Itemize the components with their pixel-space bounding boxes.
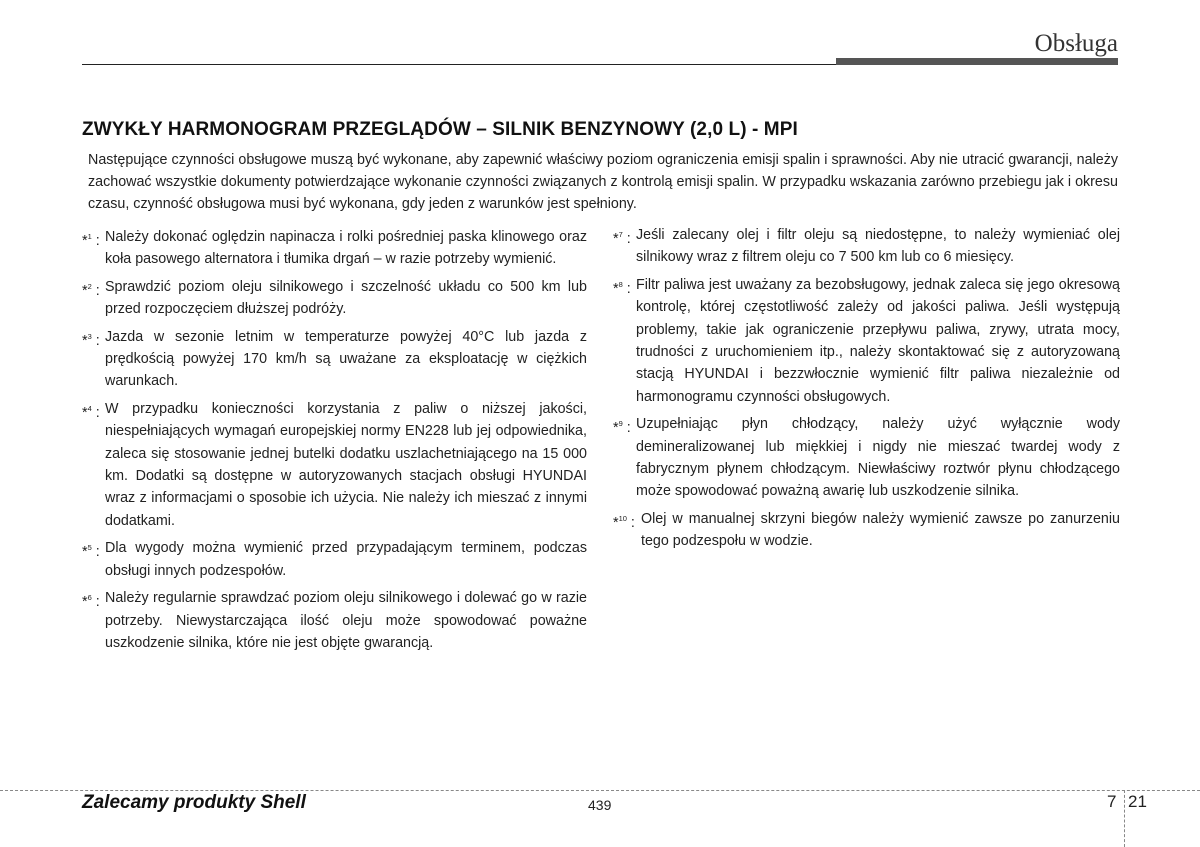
footnote-marker: *$^{10}$ : xyxy=(613,513,635,531)
footnote-text: Dla wygody można wymienić przed przypadającym terminem, podczas obsługi innych podzespołów. xyxy=(105,540,587,579)
footnote-marker: *$^6$ : xyxy=(82,593,100,611)
footnote xyxy=(82,398,587,532)
footer-separator xyxy=(1124,790,1125,847)
footer-chapter: 7 xyxy=(1107,792,1117,811)
footnote xyxy=(613,413,1120,503)
page-title: ZWYKŁY HARMONOGRAM PRZEGLĄDÓW – SILNIK BENZYNOWY (2,0 L) - MPI xyxy=(82,119,798,140)
footnote-marker: *$^5$ : xyxy=(82,543,100,561)
footnote xyxy=(82,326,587,393)
header-accent-bar xyxy=(836,58,1118,65)
footnote-text: W przypadku konieczności korzystania z paliw o niższej jakości, niespełniających wymagań europejskiej normy EN228 lub jej odpowiednika, zaleca się stosowanie jednej butelki dodatku uszlachetniającego na 15 000 km. Dodatki są dostępne w autoryzowanych stacjach obsługi HYUNDAI wraz z informacjami o sposobie ich użycia. Nie należy ich mieszać z innymi dodatkami. xyxy=(105,400,587,529)
footer-brand: Zalecamy produkty Shell xyxy=(82,792,306,813)
footnote-marker: *$^4$ : xyxy=(82,403,100,421)
footnote-marker: *$^7$ : xyxy=(613,230,631,247)
footnote-marker: *$^8$ : xyxy=(613,279,631,297)
footnote-text: Jeśli zalecany olej i filtr oleju są niedostępne, to należy wymieniać olej silnikowy wraz z filtrem oleju co 7 500 km lub co 6 miesięcy. xyxy=(636,227,1120,266)
footnote-marker: *$^1$ : xyxy=(82,232,100,249)
footnote-text: Olej w manualnej skrzyni biegów należy wymienić zawsze po zanurzeniu tego podzespołu w wodzie. xyxy=(641,510,1120,550)
footnote-text: Filtr paliwa jest uważany za bezobsługowy, jednak zaleca się jego okresową kontrolę, której częstotliwość zależy od jakości paliwa. Jeśli występują problemy, takie jak ograniczenie przepływu paliwa, zrywy, utrata mocy, trudności z uruchomieniem itp., należy skontaktować się z autoryzowaną stacją HYUNDAI i bezzwłocznie wymienić filtr paliwa niezależnie od harmonogramu czynności obsługowych. xyxy=(636,276,1120,405)
footer-divider xyxy=(0,790,1200,791)
footnote xyxy=(82,276,587,321)
footnote xyxy=(613,224,1120,269)
footnote-text: Należy dokonać oględzin napinacza i rolki pośredniej paska klinowego oraz koła pasowego alternatora i tłumika drgań – w razie potrzeby wymienić. xyxy=(105,229,587,268)
footnote-text: Sprawdzić poziom oleju silnikowego i szczelność układu co 500 km lub przed rozpoczęciem dłuższej podróży. xyxy=(105,278,587,318)
footnote xyxy=(613,274,1120,408)
footer-page-number: 439 xyxy=(588,797,612,813)
intro-paragraph: Następujące czynności obsługowe muszą być wykonane, aby zapewnić właściwy poziom ograniczenia emisji spalin i sprawności. Aby nie utracić gwarancji, należy zachować wszystkie dokumenty potwierdzające wykonanie czynności związanych z kontrolą emisji spalin. W przypadku wskazania zarówno przebiegu jak i okresu czasu, czynność obsługowa musi być wykonana, gdy jeden z warunków jest spełniony. xyxy=(88,152,1118,212)
footnote xyxy=(82,226,587,271)
footer-page: 21 xyxy=(1128,792,1147,811)
footnote-text: Jazda w sezonie letnim w temperaturze powyżej 40°C lub jazda z prędkością powyżej 170 km/h są uważane za eksploatację w ciężkich warunkach. xyxy=(105,328,587,390)
footnote-marker: *$^2$ : xyxy=(82,281,100,299)
footnote-marker: *$^9$ : xyxy=(613,419,631,437)
section-header: Obsługa xyxy=(1034,30,1118,57)
notes-column-left xyxy=(82,226,587,659)
footnote xyxy=(82,537,587,582)
footnote xyxy=(613,508,1120,553)
footnote-text: Uzupełniając płyn chłodzący, należy użyć wyłącznie wody demineralizowanej lub miękkiej i nigdy nie mieszać twardej wody z fabrycznym płynem chłodzącym. Niewłaściwy roztwór płynu chłodzącego może spowodować poważną awarię lub uszkodzenie silnika. xyxy=(636,416,1120,500)
footnote-text: Należy regularnie sprawdzać poziom oleju silnikowego i dolewać go w razie potrzeby. Niewystarczająca ilość oleju może spowodować poważne uszkodzenie silnika, które nie jest objęte gwarancją. xyxy=(105,590,587,651)
notes-column-right xyxy=(613,224,1120,558)
footnote-marker: *$^3$ : xyxy=(82,331,100,349)
footnote xyxy=(82,587,587,654)
